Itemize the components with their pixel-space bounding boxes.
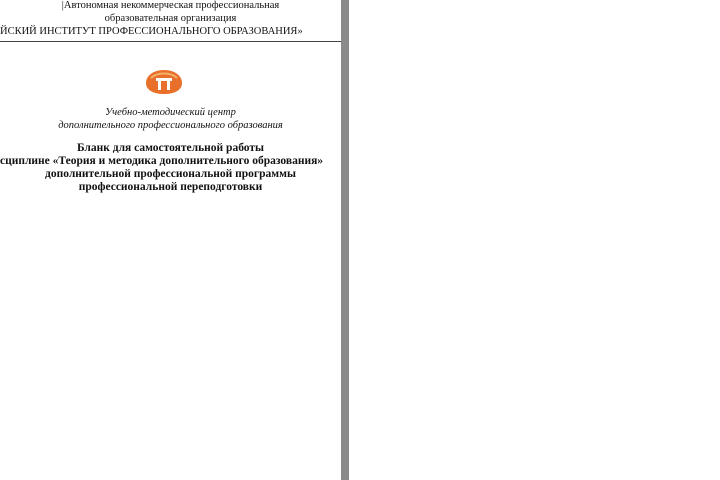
document-title-line: дополнительной профессиональной программы: [45, 168, 296, 180]
document-title-line: профессиональной переподготовки: [78, 181, 263, 193]
org-line: образовательная организация: [104, 13, 237, 24]
institute-logo-icon: [139, 68, 189, 96]
document-title: Бланк для самостоятельной работы: [76, 142, 265, 154]
org-line: |Автономная некоммерческая профессиональная: [61, 0, 280, 11]
document-page-right: [349, 0, 720, 480]
org-name: ЙСКИЙ ИНСТИТУТ ПРОФЕССИОНАЛЬНОГО ОБРАЗОВАНИЯ»: [0, 26, 303, 37]
page-gap: [341, 0, 349, 480]
document-title-line: сциплине «Теория и методика дополнительного образования»: [0, 155, 324, 167]
document-page-left: [0, 0, 341, 480]
center-name-sub: дополнительного профессионального образования: [58, 120, 283, 131]
center-name: Учебно-методический центр: [105, 107, 236, 118]
header-rule: [0, 41, 341, 42]
